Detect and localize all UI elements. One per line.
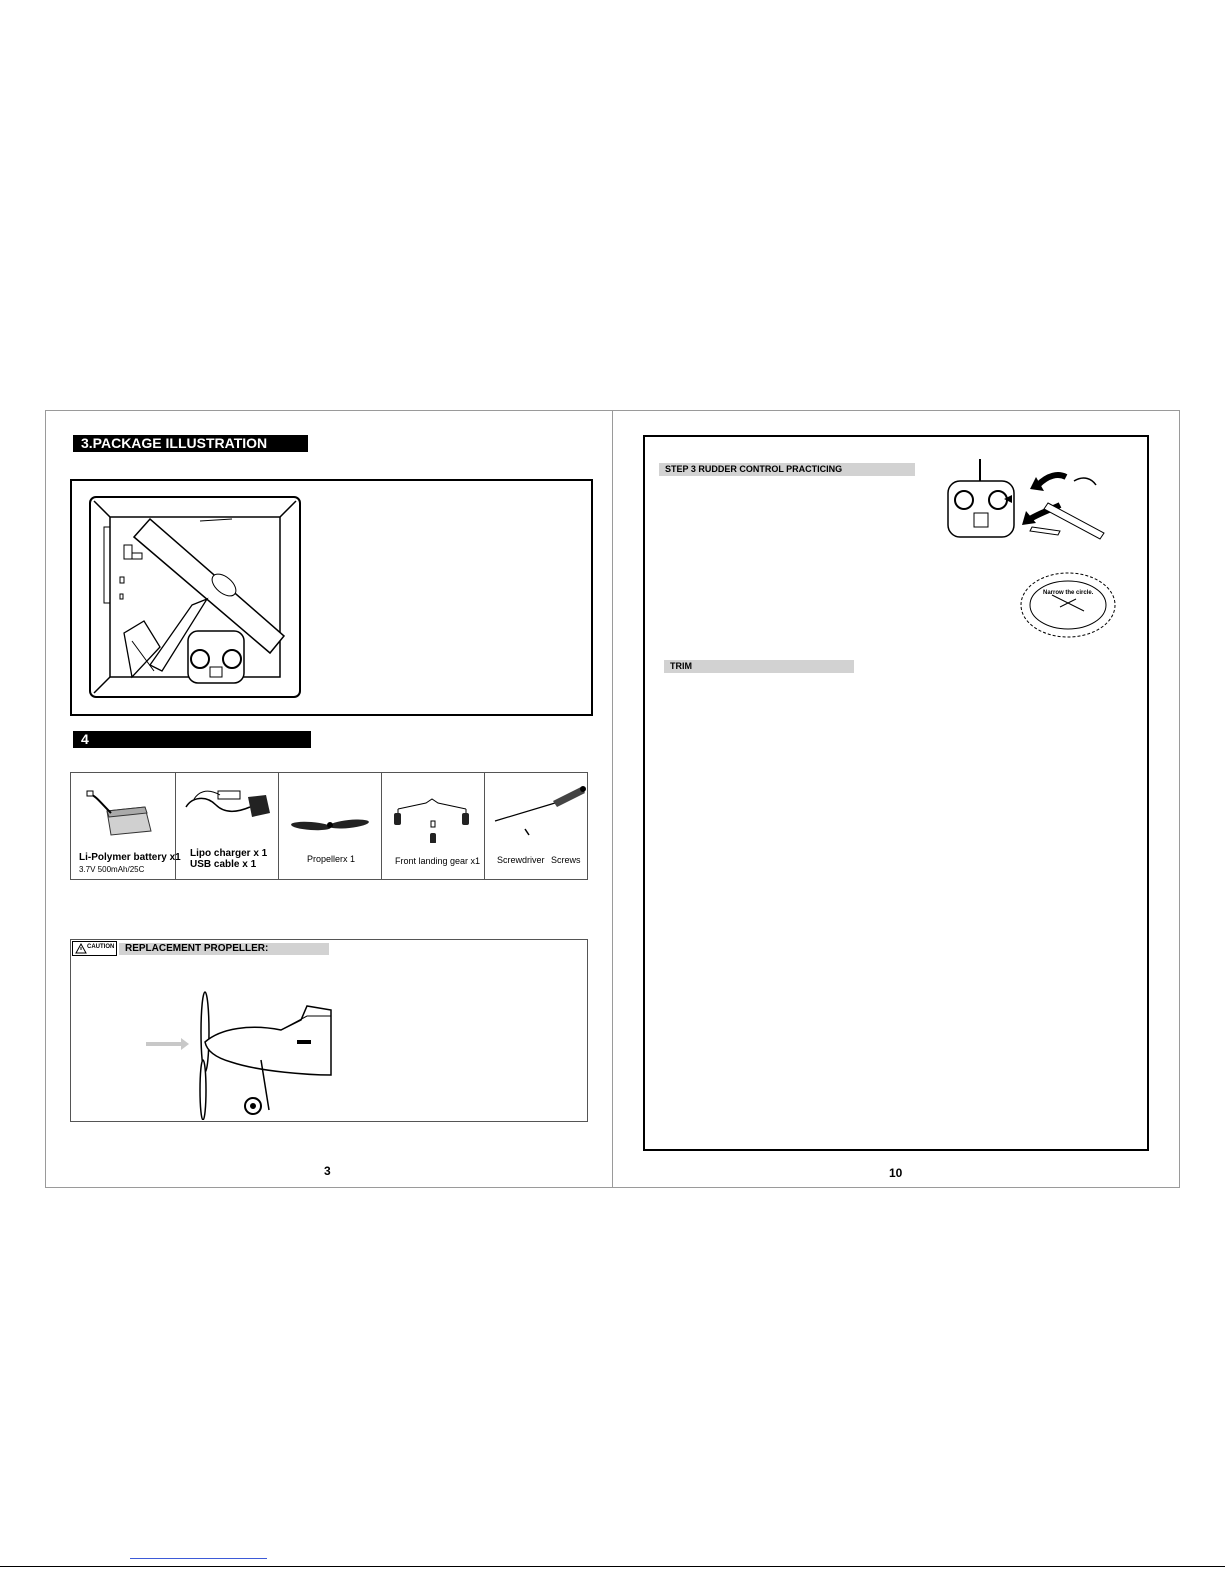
- accessory-cell-tools: [485, 773, 587, 879]
- page-number-left: 3: [324, 1164, 331, 1178]
- accessory-label: USB cable x 1: [190, 859, 257, 870]
- charger-image: [176, 773, 277, 843]
- bottom-rule: [0, 1566, 1225, 1567]
- accessories-table: [70, 772, 588, 880]
- accessory-label: Propellerx 1: [307, 854, 356, 864]
- rudder-diagram: [940, 455, 1130, 645]
- screwdriver-image: [485, 773, 587, 843]
- accessory-cell-battery: [71, 773, 181, 879]
- package-box-illustration: [72, 481, 591, 714]
- accessory-label: Li-Polymer battery x1: [79, 852, 181, 863]
- package-illustration-frame: [70, 479, 593, 716]
- caution-label: CAUTION: [87, 944, 115, 950]
- warning-icon: [75, 943, 87, 954]
- narrow-circle-note: Narrow the circle.: [1043, 590, 1094, 596]
- trim-heading: TRIM: [664, 660, 854, 673]
- replacement-propeller-frame: [70, 939, 588, 1122]
- caution-badge: [72, 941, 117, 956]
- section-3-heading: 3.PACKAGE ILLUSTRATION: [73, 435, 308, 452]
- accessory-label: Lipo charger x 1: [190, 848, 268, 859]
- propeller-image: [279, 773, 380, 843]
- accessory-label: Screwdriver: [497, 855, 545, 865]
- landing-gear-image: [382, 773, 483, 843]
- accessory-cell-propeller: [279, 773, 382, 879]
- accessory-label: Front landing gear x1: [395, 856, 481, 866]
- accessory-sublabel: 3.7V 500mAh/25C: [79, 865, 145, 874]
- page-divider: [612, 410, 613, 1188]
- flight-instructions-frame: [643, 435, 1149, 1151]
- page-number-right: 10: [889, 1166, 903, 1180]
- step-3-heading: STEP 3 RUDDER CONTROL PRACTICING: [659, 463, 915, 476]
- section-4-heading: 4: [73, 731, 311, 748]
- link-underline: [130, 1558, 267, 1559]
- plane-nose-illustration: [141, 980, 341, 1120]
- replacement-propeller-heading: REPLACEMENT PROPELLER:: [119, 943, 329, 955]
- battery-image: [71, 773, 174, 843]
- accessory-cell-charger: [176, 773, 279, 879]
- accessory-cell-landing-gear: [382, 773, 485, 879]
- accessory-label: Screws: [551, 855, 581, 865]
